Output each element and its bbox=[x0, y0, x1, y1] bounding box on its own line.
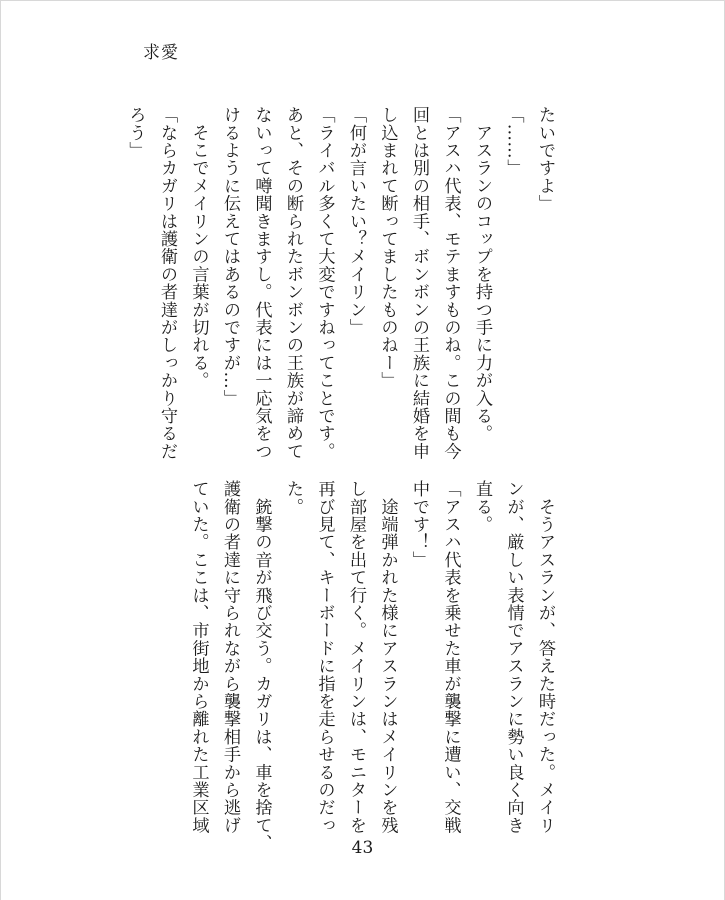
text-column: あと、その断られたボンボンの王族が諦めて bbox=[283, 106, 303, 460]
page-number: 43 bbox=[351, 838, 374, 858]
text-column: し部屋を出て行く。メイリンは、モニターを bbox=[346, 480, 366, 834]
text-column: 「ならカガリは護衛の者達がしっかり守るだ bbox=[157, 106, 177, 460]
text-column: そこでメイリンの言葉が切れる。 bbox=[188, 106, 209, 390]
text-column: 「ライバル多くて大変ですねってことです。 bbox=[314, 106, 335, 460]
text-column: 再び見て、キーボードに指を走らせるのだっ bbox=[314, 480, 335, 834]
page-top-edge bbox=[0, 0, 725, 1]
text-column: たいですよ」 bbox=[535, 106, 555, 213]
text-column: た。 bbox=[283, 480, 303, 516]
text-column: 途端弾かれた様にアスランはメイリンを残 bbox=[377, 480, 398, 834]
text-column: 中です！」 bbox=[409, 480, 429, 569]
text-column: そうアスランが、答えた時だった。メイリ bbox=[535, 480, 555, 834]
text-column: ろう」 bbox=[125, 106, 146, 160]
text-column: し込まれて断ってましたものねー」 bbox=[377, 106, 398, 390]
text-column: 「何が言いたい？メイリン」 bbox=[346, 106, 366, 337]
text-column: ンが、厳しい表情でアスランに勢い良く向き bbox=[503, 480, 524, 834]
text-column: ていた。ここは、市街地から離れた工業区域 bbox=[188, 480, 209, 834]
text-column: 銃撃の音が飛び交う。カガリは、車を捨て、 bbox=[251, 480, 272, 852]
text-column: 「……」 bbox=[503, 106, 524, 177]
text-column: けるように伝えてはあるのですが…」 bbox=[220, 106, 240, 407]
text-column: 護衛の者達に守られながら襲撃相手から逃げ bbox=[220, 480, 240, 834]
text-column: 「アスハ代表を乗せた車が襲撃に遭い、交戦 bbox=[440, 480, 461, 834]
text-column: 直る。 bbox=[472, 480, 492, 534]
text-column: 「アスハ代表、モテますものね。この間も今 bbox=[440, 106, 461, 460]
text-column: アスランのコップを持つ手に力が入る。 bbox=[472, 106, 492, 443]
text-column: ないって噂聞きますし。代表には一応気をつ bbox=[251, 106, 272, 460]
text-column: 回とは別の相手、ボンボンの王族に結婚を申 bbox=[409, 106, 429, 460]
page-left-edge bbox=[0, 0, 1, 900]
text-block-top bbox=[125, 106, 560, 471]
running-title: 求愛 bbox=[143, 43, 179, 63]
